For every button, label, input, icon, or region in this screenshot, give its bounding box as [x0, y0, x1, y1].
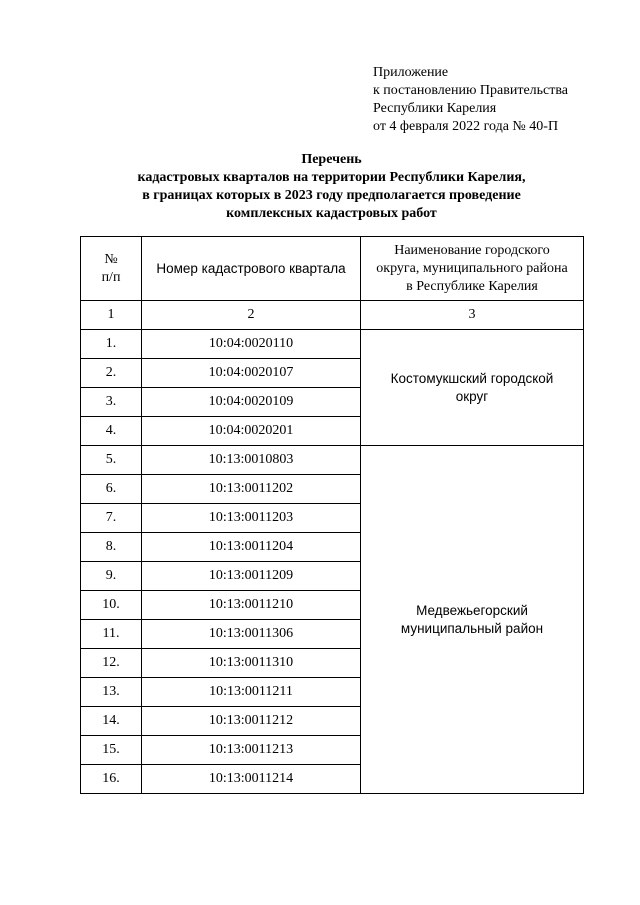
quarter-number: 10:13:0011209	[142, 562, 361, 591]
row-number: 13.	[81, 678, 142, 707]
quarter-number: 10:13:0011204	[142, 533, 361, 562]
row-number: 11.	[81, 620, 142, 649]
appendix-line: к постановлению Правительства	[373, 83, 569, 98]
region-cell	[361, 330, 584, 446]
appendix-line: от 4 февраля 2022 года № 40-П	[373, 119, 559, 134]
region-line: Костомукшский городской	[390, 370, 554, 386]
row-number: 15.	[81, 736, 142, 765]
title-line: комплексных кадастровых работ	[226, 206, 437, 221]
row-number: 16.	[81, 765, 142, 794]
region-line: Медвежьегорский	[416, 602, 528, 618]
quarter-number: 10:04:0020109	[142, 388, 361, 417]
region-line: округ	[455, 388, 489, 404]
quarter-number: 10:13:0011214	[142, 765, 361, 794]
header-quarter	[142, 237, 361, 301]
document-title	[80, 151, 583, 223]
header-number-line: п/п	[101, 269, 121, 285]
column-number: 3	[361, 301, 584, 330]
quarter-number: 10:13:0011310	[142, 649, 361, 678]
table-row	[81, 446, 584, 475]
row-number: 9.	[81, 562, 142, 591]
quarter-number: 10:13:0011211	[142, 678, 361, 707]
quarter-number: 10:13:0011212	[142, 707, 361, 736]
quarter-number: 10:13:0011203	[142, 504, 361, 533]
appendix-line: Республики Карелия	[373, 101, 497, 116]
row-number: 7.	[81, 504, 142, 533]
table-row	[81, 330, 584, 359]
row-number: 3.	[81, 388, 142, 417]
cadastral-quarters-table	[80, 236, 584, 794]
quarter-number: 10:04:0020107	[142, 359, 361, 388]
row-number: 10.	[81, 591, 142, 620]
quarter-number: 10:13:0010803	[142, 446, 361, 475]
header-region-line: округа, муниципального района	[376, 260, 568, 276]
title-line: в границах которых в 2023 году предполагается проведение	[142, 188, 521, 203]
region-line: муниципальный район	[400, 620, 544, 636]
row-number: 8.	[81, 533, 142, 562]
header-region	[361, 237, 584, 301]
header-number	[81, 237, 142, 301]
quarter-number: 10:13:0011202	[142, 475, 361, 504]
title-line: Перечень	[301, 152, 362, 167]
column-number-row	[81, 301, 584, 330]
header-number-line: №	[104, 251, 118, 267]
row-number: 6.	[81, 475, 142, 504]
region-cell	[361, 446, 584, 794]
title-line: кадастровых кварталов на территории Республики Карелия,	[137, 170, 526, 185]
row-number: 12.	[81, 649, 142, 678]
row-number: 1.	[81, 330, 142, 359]
quarter-number: 10:13:0011306	[142, 620, 361, 649]
table-header-row	[81, 237, 584, 301]
column-number: 2	[142, 301, 361, 330]
quarter-number: 10:13:0011210	[142, 591, 361, 620]
row-number: 5.	[81, 446, 142, 475]
row-number: 2.	[81, 359, 142, 388]
row-number: 4.	[81, 417, 142, 446]
header-quarter-text: Номер кадастрового квартала	[156, 260, 346, 276]
header-region-line: в Республике Карелия	[406, 278, 538, 294]
appendix-header	[373, 64, 568, 136]
quarter-number: 10:04:0020110	[142, 330, 361, 359]
header-region-line: Наименование городского	[394, 242, 550, 258]
quarter-number: 10:13:0011213	[142, 736, 361, 765]
row-number: 14.	[81, 707, 142, 736]
quarter-number: 10:04:0020201	[142, 417, 361, 446]
column-number: 1	[81, 301, 142, 330]
appendix-line: Приложение	[373, 65, 449, 80]
